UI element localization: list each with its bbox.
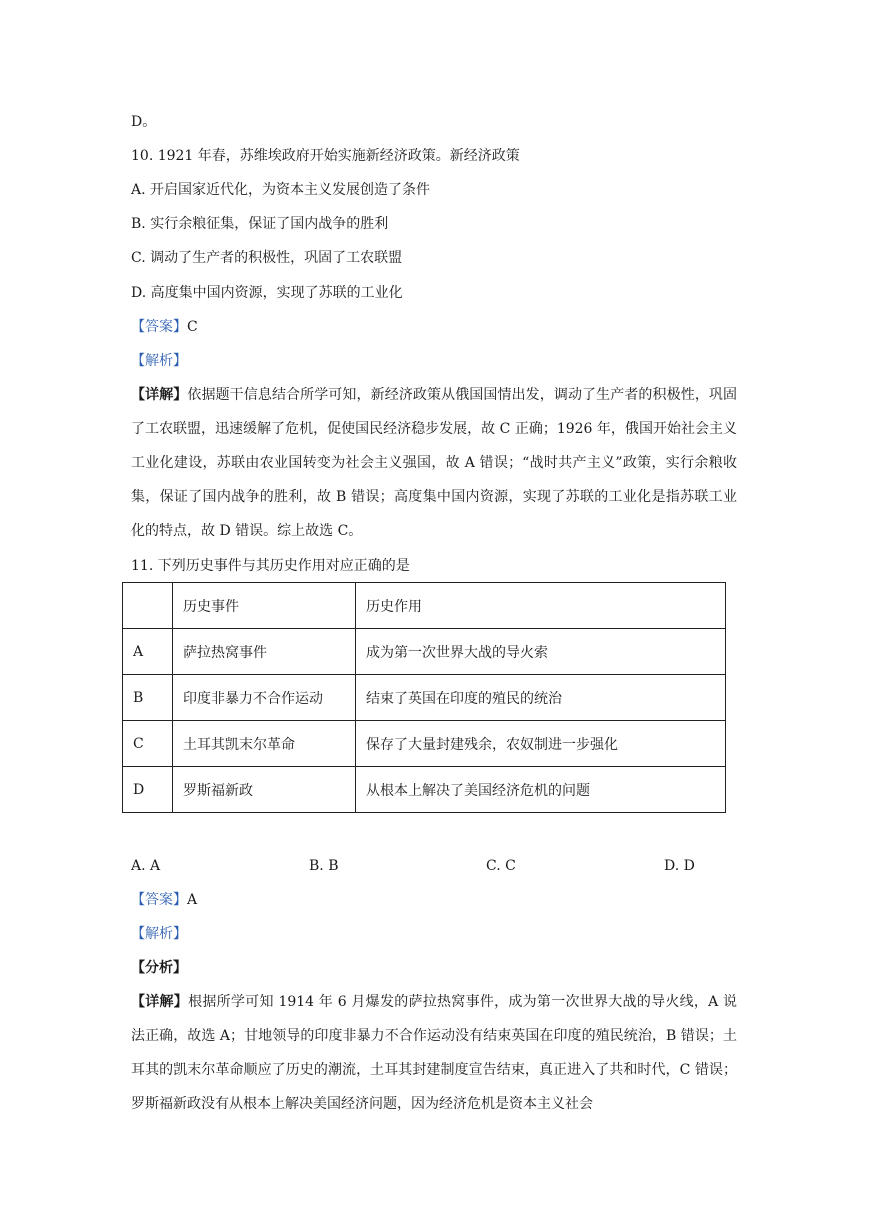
table-cell: D	[123, 767, 173, 813]
table-cell: 保存了大量封建残余，农奴制进一步强化	[356, 721, 726, 767]
q10-answer-value: C	[187, 319, 198, 335]
table-row	[123, 767, 726, 813]
q10-detail-text: 依据题干信息结合所学可知，新经济政策从俄国国情出发，调动了生产者的积极性，巩固了工农联盟，迅速缓解了危机，促使国民经济稳步发展，故 C 正确；1926 年，俄国开始社会主义工业化建设，苏联由农业国转变为社会主义强国，故 A 错误；“战时共产主义”政策，实行余粮收集，保证了国内战争的胜利，故 B 错误；高度集中国内资源，实现了苏联的工业化是指苏联工业化的特点，故 D 错误。综上故选 C。	[131, 387, 738, 539]
table-header-row	[123, 583, 726, 629]
q10-stem: 10. 1921 年春，苏维埃政府开始实施新经济政策。新经济政策	[131, 148, 520, 164]
q10-option-a: A. 开启国家近代化，为资本主义发展创造了条件	[131, 182, 431, 198]
table-cell: A	[123, 629, 173, 675]
table-cell: 成为第一次世界大战的导火索	[356, 629, 726, 675]
q11-table	[122, 582, 726, 813]
q11-option-d: D. D	[664, 858, 695, 874]
table-row	[123, 629, 726, 675]
table-header-cell: 历史事件	[173, 583, 356, 629]
table-row	[123, 721, 726, 767]
q11-answer-value: A	[187, 892, 198, 908]
q11-detail-tag: 【详解】	[131, 994, 189, 1010]
q10-answer	[131, 317, 198, 337]
q10-option-c: C. 调动了生产者的积极性，巩固了工农联盟	[131, 250, 403, 266]
table-cell: 土耳其凯末尔革命	[173, 721, 356, 767]
q10-analysis-tag: 【解析】	[131, 353, 187, 369]
q11-stem: 11. 下列历史事件与其历史作用对应正确的是	[131, 558, 410, 574]
q11-option-c: C. C	[486, 858, 516, 874]
table-header-cell: 历史作用	[356, 583, 726, 629]
q9-tail: D。	[131, 114, 157, 130]
table-cell: 结束了英国在印度的殖民的统治	[356, 675, 726, 721]
q11-detail	[131, 985, 737, 1121]
table-cell: 印度非暴力不合作运动	[173, 675, 356, 721]
q10-detail	[131, 378, 737, 548]
table-cell: 罗斯福新政	[173, 767, 356, 813]
q11-fenxi-tag: 【分析】	[131, 960, 187, 976]
q11-detail-text: 根据所学可知 1914 年 6 月爆发的萨拉热窝事件，成为第一次世界大战的导火线，A 说法正确，故选 A；甘地领导的印度非暴力不合作运动没有结束英国在印度的殖民统治，B 错误；土耳其的凯末尔革命顺应了历史的潮流，土耳其封建制度宣告结束，真正进入了共和时代，C 错误；罗斯福新政没有从根本上解决美国经济问题，因为经济危机是资本主义社会	[131, 994, 738, 1112]
table-cell: 萨拉热窝事件	[173, 629, 356, 675]
table-row	[123, 675, 726, 721]
q10-option-d: D. 高度集中国内资源，实现了苏联的工业化	[131, 285, 403, 301]
table-cell: 从根本上解决了美国经济危机的问题	[356, 767, 726, 813]
q11-answer-tag: 【答案】	[131, 892, 187, 908]
q11-option-a: A. A	[131, 858, 161, 874]
q10-detail-tag: 【详解】	[131, 387, 188, 403]
q11-analysis-tag: 【解析】	[131, 926, 187, 942]
q11-answer	[131, 890, 197, 910]
q10-answer-tag: 【答案】	[131, 319, 187, 335]
q11-option-b: B. B	[309, 858, 339, 874]
table-cell: C	[123, 721, 173, 767]
table-cell: B	[123, 675, 173, 721]
table-header-cell	[123, 583, 173, 629]
q10-option-b: B. 实行余粮征集，保证了国内战争的胜利	[131, 216, 389, 232]
